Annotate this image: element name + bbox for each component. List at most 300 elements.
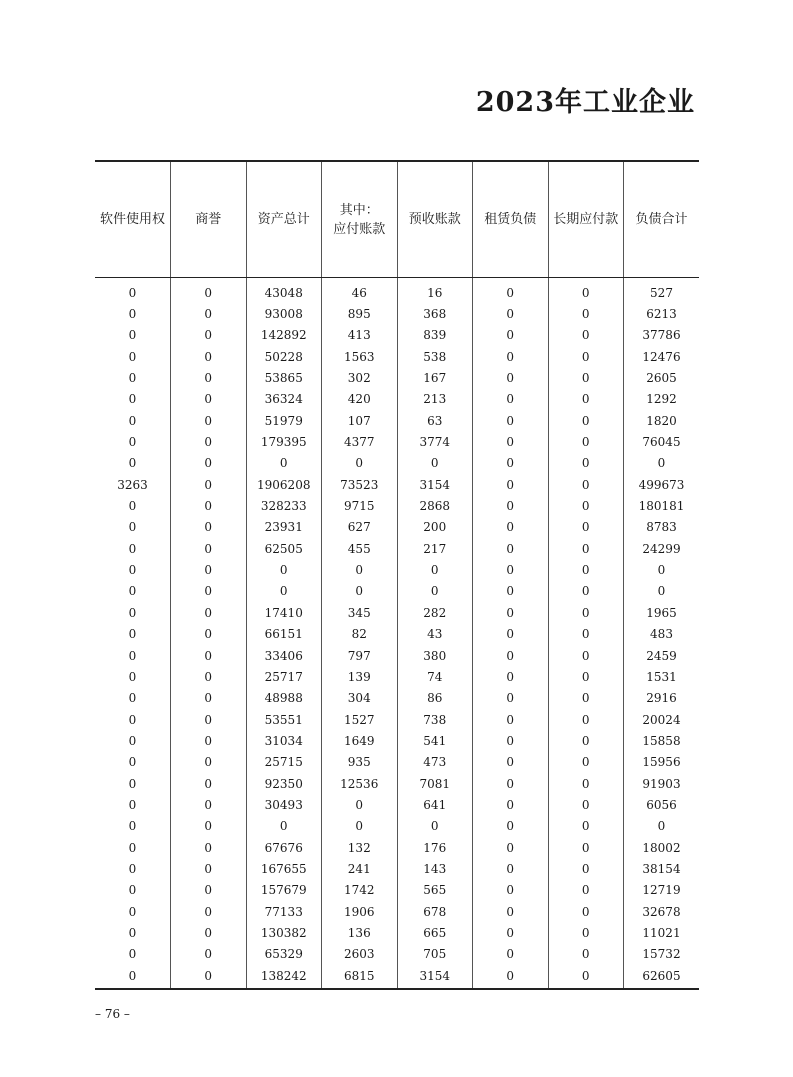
table-cell: 0 <box>128 840 137 855</box>
table-row <box>95 730 699 751</box>
table-cell: 0 <box>473 389 549 410</box>
header-row <box>95 161 699 278</box>
table-row <box>95 389 699 410</box>
table-cell: 705 <box>397 944 473 965</box>
table-cell: 1563 <box>322 346 398 367</box>
table-cell: 0 <box>128 392 137 407</box>
table-cell: 0 <box>322 453 398 474</box>
table-row <box>95 709 699 730</box>
table-cell: 0 <box>128 733 137 748</box>
table-cell: 0 <box>473 431 549 452</box>
table-cell: 0 <box>128 776 137 791</box>
table-cell: 0 <box>548 922 624 943</box>
table-cell: 0 <box>171 602 247 623</box>
table-row <box>95 538 699 559</box>
table-cell: 1531 <box>624 666 700 687</box>
table-cell: 0 <box>128 797 137 812</box>
table-cell: 3154 <box>397 965 473 989</box>
table-cell: 0 <box>128 925 137 940</box>
table-cell: 627 <box>322 517 398 538</box>
table-cell: 3154 <box>397 474 473 495</box>
table-cell: 0 <box>171 730 247 751</box>
data-table <box>95 160 699 990</box>
table-cell: 0 <box>548 517 624 538</box>
table-cell: 0 <box>171 325 247 346</box>
table-cell: 76045 <box>624 431 700 452</box>
table-cell: 1906 <box>322 901 398 922</box>
table-cell: 302 <box>322 367 398 388</box>
table-cell: 0 <box>548 346 624 367</box>
table-cell: 143 <box>397 858 473 879</box>
table-cell: 25715 <box>246 752 322 773</box>
table-cell: 0 <box>128 328 137 343</box>
table-cell: 12476 <box>624 346 700 367</box>
table-cell: 12536 <box>322 773 398 794</box>
table-cell: 17410 <box>246 602 322 623</box>
table-cell: 413 <box>322 325 398 346</box>
table-cell: 43048 <box>246 278 322 304</box>
table-row <box>95 624 699 645</box>
table-row <box>95 944 699 965</box>
table-cell: 483 <box>624 624 700 645</box>
table-cell: 0 <box>473 666 549 687</box>
table-row <box>95 559 699 580</box>
table-cell: 0 <box>473 709 549 730</box>
table-row <box>95 858 699 879</box>
table-cell: 0 <box>322 816 398 837</box>
page-title: 2023年工业企业 <box>475 87 695 118</box>
table-cell: 67676 <box>246 837 322 858</box>
table-cell: 0 <box>548 538 624 559</box>
table-cell: 6056 <box>624 794 700 815</box>
table-cell: 0 <box>171 922 247 943</box>
column-header-label: 其中： <box>339 202 379 218</box>
table-cell: 0 <box>128 499 137 514</box>
table-cell: 0 <box>548 965 624 989</box>
table-cell: 0 <box>171 517 247 538</box>
table-cell: 0 <box>473 730 549 751</box>
table-row <box>95 922 699 943</box>
table-cell: 0 <box>548 709 624 730</box>
table-cell: 0 <box>128 520 137 535</box>
column-header <box>473 161 549 278</box>
table-cell: 0 <box>246 581 322 602</box>
table-cell: 15956 <box>624 752 700 773</box>
table-row <box>95 773 699 794</box>
table-cell: 2916 <box>624 688 700 709</box>
table-cell: 157679 <box>246 880 322 901</box>
table-row <box>95 431 699 452</box>
table-cell: 0 <box>128 563 137 578</box>
table-cell: 0 <box>397 581 473 602</box>
table-row <box>95 688 699 709</box>
table-row <box>95 645 699 666</box>
column-header <box>171 161 247 278</box>
table-cell: 2603 <box>322 944 398 965</box>
table-body <box>95 278 699 990</box>
table-cell: 420 <box>322 389 398 410</box>
table-cell: 9715 <box>322 495 398 516</box>
table-cell: 0 <box>548 453 624 474</box>
table-cell: 82 <box>322 624 398 645</box>
table-cell: 0 <box>548 773 624 794</box>
table-cell: 541 <box>397 730 473 751</box>
table-cell: 345 <box>322 602 398 623</box>
table-cell: 1292 <box>624 389 700 410</box>
table-cell: 0 <box>624 581 700 602</box>
table-cell: 0 <box>171 346 247 367</box>
table-cell: 179395 <box>246 431 322 452</box>
table-cell: 15858 <box>624 730 700 751</box>
table-cell: 0 <box>473 794 549 815</box>
table-cell: 0 <box>397 453 473 474</box>
table-cell: 200 <box>397 517 473 538</box>
table-cell: 0 <box>473 278 549 304</box>
table-cell: 74 <box>397 666 473 687</box>
table-cell: 25717 <box>246 666 322 687</box>
table-cell: 0 <box>548 901 624 922</box>
table-cell: 0 <box>473 944 549 965</box>
table-cell: 499673 <box>624 474 700 495</box>
table-cell: 0 <box>128 349 137 364</box>
table-cell: 3774 <box>397 431 473 452</box>
table-cell: 86 <box>397 688 473 709</box>
table-cell: 935 <box>322 752 398 773</box>
table-cell: 241 <box>322 858 398 879</box>
table-cell: 0 <box>397 559 473 580</box>
table-cell: 213 <box>397 389 473 410</box>
table-cell: 0 <box>128 712 137 727</box>
table-cell: 1742 <box>322 880 398 901</box>
table-cell: 51979 <box>246 410 322 431</box>
table-cell: 0 <box>171 559 247 580</box>
table-cell: 0 <box>548 367 624 388</box>
table-cell: 36324 <box>246 389 322 410</box>
table-cell: 839 <box>397 325 473 346</box>
column-header <box>624 161 700 278</box>
table-row <box>95 816 699 837</box>
table-cell: 565 <box>397 880 473 901</box>
table-cell: 31034 <box>246 730 322 751</box>
table-cell: 0 <box>171 303 247 324</box>
table-cell: 0 <box>473 816 549 837</box>
table-cell: 53551 <box>246 709 322 730</box>
table-cell: 107 <box>322 410 398 431</box>
table-cell: 1527 <box>322 709 398 730</box>
table-cell: 167 <box>397 367 473 388</box>
table-cell: 0 <box>548 559 624 580</box>
table-row <box>95 602 699 623</box>
column-header-label: 预收账款 <box>408 212 461 227</box>
table-cell: 53865 <box>246 367 322 388</box>
table-cell: 0 <box>548 602 624 623</box>
table-cell: 0 <box>171 367 247 388</box>
table-cell: 0 <box>128 819 137 834</box>
table-row <box>95 410 699 431</box>
table-cell: 73523 <box>322 474 398 495</box>
table-cell: 0 <box>548 474 624 495</box>
table-cell: 0 <box>171 581 247 602</box>
table-cell: 0 <box>548 730 624 751</box>
table-row <box>95 278 699 304</box>
table-cell: 0 <box>246 559 322 580</box>
table-cell: 473 <box>397 752 473 773</box>
table-cell: 66151 <box>246 624 322 645</box>
table-cell: 0 <box>473 325 549 346</box>
table-cell: 0 <box>548 880 624 901</box>
table-cell: 2605 <box>624 367 700 388</box>
table-cell: 0 <box>128 947 137 962</box>
table-header <box>95 161 699 278</box>
table-cell: 0 <box>128 435 137 450</box>
table-cell: 12719 <box>624 880 700 901</box>
table-cell: 32678 <box>624 901 700 922</box>
table-cell: 0 <box>128 584 137 599</box>
table-row <box>95 837 699 858</box>
table-cell: 0 <box>473 752 549 773</box>
table-cell: 3263 <box>117 477 148 492</box>
table-cell: 0 <box>473 688 549 709</box>
table-cell: 91903 <box>624 773 700 794</box>
table-cell: 16 <box>397 278 473 304</box>
table-cell: 304 <box>322 688 398 709</box>
table-cell: 0 <box>624 453 700 474</box>
table-cell: 0 <box>128 605 137 620</box>
table-cell: 0 <box>171 645 247 666</box>
table-cell: 0 <box>128 307 137 322</box>
table-cell: 0 <box>548 303 624 324</box>
table-cell: 0 <box>473 346 549 367</box>
table-cell: 77133 <box>246 901 322 922</box>
table-cell: 380 <box>397 645 473 666</box>
table-cell: 15732 <box>624 944 700 965</box>
table-cell: 0 <box>624 559 700 580</box>
table-cell: 0 <box>548 858 624 879</box>
table-cell: 0 <box>171 538 247 559</box>
table-cell: 0 <box>473 517 549 538</box>
table-cell: 0 <box>128 541 137 556</box>
table-cell: 37786 <box>624 325 700 346</box>
table-cell: 0 <box>246 816 322 837</box>
table-cell: 0 <box>548 624 624 645</box>
table-cell: 217 <box>397 538 473 559</box>
table-cell: 43 <box>397 624 473 645</box>
table-cell: 0 <box>171 944 247 965</box>
table-cell: 46 <box>322 278 398 304</box>
table-cell: 0 <box>473 858 549 879</box>
table-cell: 0 <box>473 965 549 989</box>
table-cell: 328233 <box>246 495 322 516</box>
table-cell: 0 <box>473 837 549 858</box>
table-cell: 0 <box>548 389 624 410</box>
table-cell: 0 <box>548 581 624 602</box>
table-cell: 0 <box>171 816 247 837</box>
table-row <box>95 453 699 474</box>
table-cell: 738 <box>397 709 473 730</box>
table-cell: 0 <box>473 410 549 431</box>
column-header <box>397 161 473 278</box>
table-cell: 0 <box>548 837 624 858</box>
table-cell: 0 <box>473 538 549 559</box>
table-cell: 641 <box>397 794 473 815</box>
table-cell: 538 <box>397 346 473 367</box>
table-row <box>95 752 699 773</box>
table-cell: 0 <box>548 688 624 709</box>
table-cell: 30493 <box>246 794 322 815</box>
table-row <box>95 794 699 815</box>
table-cell: 0 <box>95 965 171 989</box>
table-row <box>95 965 699 989</box>
table-cell: 0 <box>473 922 549 943</box>
table-cell: 0 <box>171 389 247 410</box>
table-cell: 0 <box>473 773 549 794</box>
table-cell: 50228 <box>246 346 322 367</box>
table-cell: 0 <box>548 431 624 452</box>
column-header-label: 租赁负债 <box>484 212 537 227</box>
table-cell: 0 <box>171 410 247 431</box>
table-cell: 0 <box>473 303 549 324</box>
table-cell: 1649 <box>322 730 398 751</box>
table-cell: 455 <box>322 538 398 559</box>
table-cell: 180181 <box>624 495 700 516</box>
table-cell: 93008 <box>246 303 322 324</box>
table-cell: 0 <box>128 861 137 876</box>
table-cell: 368 <box>397 303 473 324</box>
table-cell: 0 <box>171 880 247 901</box>
column-header <box>95 161 171 278</box>
page-number: – 76 – <box>95 1007 130 1021</box>
table-cell: 0 <box>171 901 247 922</box>
table-cell: 0 <box>128 691 137 706</box>
table-cell: 0 <box>171 453 247 474</box>
table-cell: 62505 <box>246 538 322 559</box>
table-row <box>95 474 699 495</box>
table-cell: 0 <box>473 602 549 623</box>
table-cell: 0 <box>128 371 137 386</box>
table-cell: 0 <box>128 669 137 684</box>
table-cell: 0 <box>128 883 137 898</box>
table-row <box>95 666 699 687</box>
column-header-label: 商誉 <box>195 212 222 227</box>
column-header <box>322 161 398 278</box>
table-cell: 0 <box>473 901 549 922</box>
table-cell: 0 <box>548 645 624 666</box>
table-row <box>95 325 699 346</box>
table-cell: 2459 <box>624 645 700 666</box>
table-cell: 0 <box>171 495 247 516</box>
table-cell: 142892 <box>246 325 322 346</box>
table-cell: 0 <box>246 453 322 474</box>
table-row <box>95 901 699 922</box>
table-cell: 0 <box>171 688 247 709</box>
table-cell: 0 <box>171 278 247 304</box>
table-cell: 6213 <box>624 303 700 324</box>
table-cell: 0 <box>171 837 247 858</box>
table-cell: 0 <box>171 794 247 815</box>
table-cell: 0 <box>128 456 137 471</box>
table-cell: 0 <box>171 431 247 452</box>
table-cell: 0 <box>128 648 137 663</box>
table-cell: 167655 <box>246 858 322 879</box>
table-cell: 132 <box>322 837 398 858</box>
table-cell: 0 <box>171 858 247 879</box>
column-header <box>246 161 322 278</box>
table-cell: 0 <box>548 944 624 965</box>
table-cell: 8783 <box>624 517 700 538</box>
table-cell: 0 <box>171 474 247 495</box>
table-row <box>95 495 699 516</box>
table-cell: 33406 <box>246 645 322 666</box>
table-cell: 0 <box>473 559 549 580</box>
table-cell: 527 <box>624 278 700 304</box>
table-cell: 0 <box>548 816 624 837</box>
table-cell: 2868 <box>397 495 473 516</box>
table-cell: 176 <box>397 837 473 858</box>
table-cell: 62605 <box>624 965 700 989</box>
table-cell: 0 <box>473 474 549 495</box>
table-cell: 0 <box>548 495 624 516</box>
table-cell: 20024 <box>624 709 700 730</box>
table-cell: 38154 <box>624 858 700 879</box>
table-row <box>95 880 699 901</box>
table-cell: 0 <box>322 581 398 602</box>
table-cell: 0 <box>624 816 700 837</box>
column-header-label: 资产总计 <box>257 212 310 227</box>
table-cell: 0 <box>322 559 398 580</box>
table-row <box>95 517 699 538</box>
column-header-label: 软件使用权 <box>99 212 165 227</box>
table-cell: 0 <box>171 752 247 773</box>
table-cell: 0 <box>128 904 137 919</box>
table-cell: 895 <box>322 303 398 324</box>
table-cell: 0 <box>473 495 549 516</box>
table-cell: 130382 <box>246 922 322 943</box>
table-cell: 0 <box>128 285 137 300</box>
table-cell: 0 <box>548 325 624 346</box>
table-cell: 797 <box>322 645 398 666</box>
table-cell: 138242 <box>246 965 322 989</box>
table-cell: 0 <box>548 752 624 773</box>
table-cell: 0 <box>473 581 549 602</box>
table-cell: 1906208 <box>246 474 322 495</box>
table-cell: 1820 <box>624 410 700 431</box>
table-cell: 0 <box>128 627 137 642</box>
column-header-label: 长期应付款 <box>553 212 619 227</box>
table-cell: 18002 <box>624 837 700 858</box>
table-cell: 0 <box>473 624 549 645</box>
table-cell: 0 <box>128 413 137 428</box>
table-cell: 7081 <box>397 773 473 794</box>
table-cell: 0 <box>171 965 247 989</box>
table-cell: 0 <box>322 794 398 815</box>
table-cell: 6815 <box>322 965 398 989</box>
table-cell: 63 <box>397 410 473 431</box>
table-row <box>95 581 699 602</box>
table-cell: 0 <box>548 410 624 431</box>
table-cell: 0 <box>473 645 549 666</box>
table-cell: 48988 <box>246 688 322 709</box>
column-header-label: 应付账款 <box>333 221 386 237</box>
table-cell: 0 <box>473 880 549 901</box>
table-cell: 0 <box>397 816 473 837</box>
table-cell: 139 <box>322 666 398 687</box>
table-cell: 4377 <box>322 431 398 452</box>
table-row <box>95 367 699 388</box>
column-header-label: 负债合计 <box>635 212 688 227</box>
table-cell: 65329 <box>246 944 322 965</box>
table-cell: 0 <box>548 666 624 687</box>
table-cell: 136 <box>322 922 398 943</box>
